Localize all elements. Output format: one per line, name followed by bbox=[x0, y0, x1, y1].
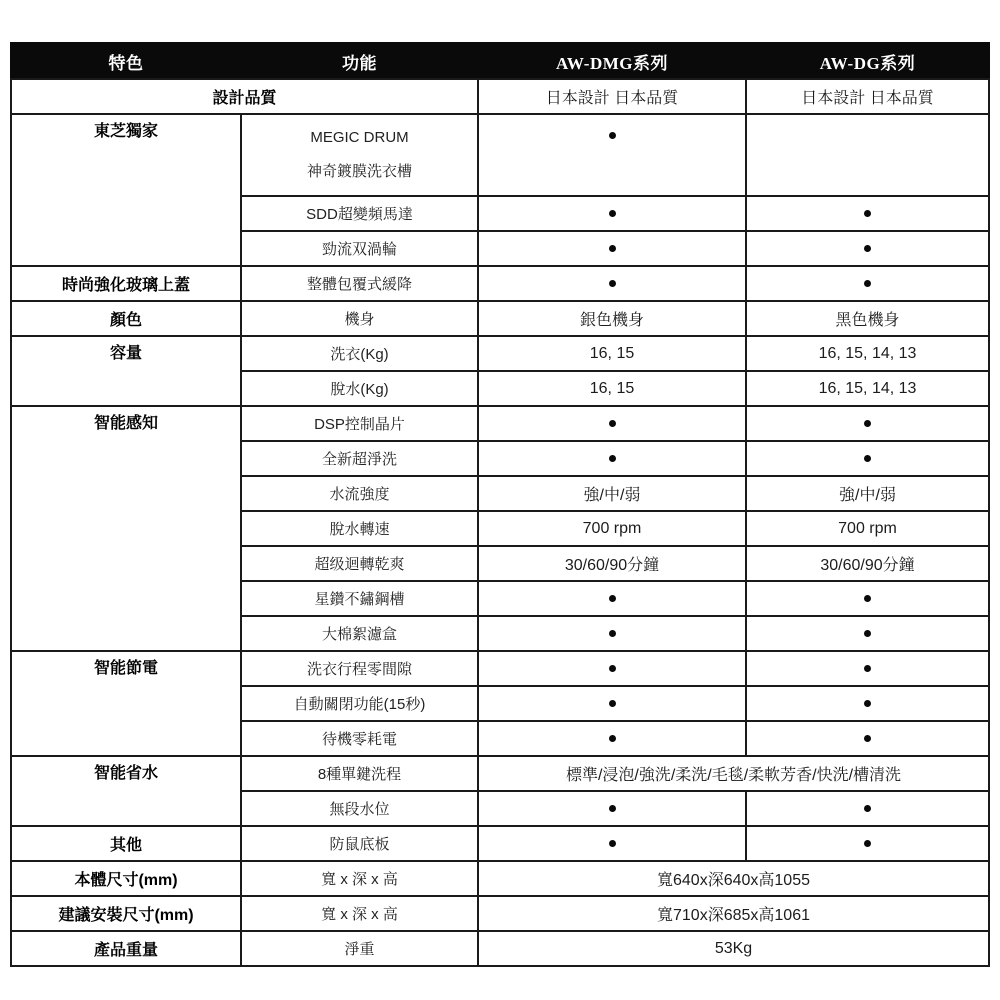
dg-value-cell bbox=[746, 686, 989, 721]
dmg-value-cell: 16, 15 bbox=[478, 336, 746, 371]
table-row bbox=[11, 301, 989, 336]
feature-dot-icon bbox=[864, 700, 871, 707]
dg-value-cell: 黑色機身 bbox=[746, 301, 989, 336]
feature-cell: 顏色 bbox=[11, 301, 241, 336]
table-row bbox=[11, 266, 989, 301]
feature-dot-icon bbox=[609, 280, 616, 287]
function-cell: 脫水轉速 bbox=[241, 511, 478, 546]
header-series-dmg: AW-DMG系列 bbox=[478, 43, 746, 79]
function-cell: 防鼠底板 bbox=[241, 826, 478, 861]
function-cell: 機身 bbox=[241, 301, 478, 336]
dmg-value-cell bbox=[478, 266, 746, 301]
dg-value-cell: 30/60/90分鐘 bbox=[746, 546, 989, 581]
dmg-value-cell bbox=[478, 231, 746, 266]
feature-dot-icon bbox=[864, 840, 871, 847]
function-cell: 整體包覆式緩降 bbox=[241, 266, 478, 301]
dmg-value-cell bbox=[478, 826, 746, 861]
function-cell: 待機零耗電 bbox=[241, 721, 478, 756]
feature-dot-icon bbox=[864, 210, 871, 217]
function-cell: 寬 x 深 x 高 bbox=[241, 896, 478, 931]
dmg-value-cell bbox=[478, 616, 746, 651]
feature-dot-icon bbox=[609, 420, 616, 427]
feature-dot-icon bbox=[609, 595, 616, 602]
merged-value-cell: 53Kg bbox=[478, 931, 989, 966]
dg-value-cell: 16, 15, 14, 13 bbox=[746, 371, 989, 406]
feature-dot-icon bbox=[864, 245, 871, 252]
dg-value-cell bbox=[746, 651, 989, 686]
feature-dot-icon bbox=[864, 630, 871, 637]
dmg-value-cell bbox=[478, 441, 746, 476]
function-cell: 水流強度 bbox=[241, 476, 478, 511]
feature-dot-icon bbox=[864, 280, 871, 287]
feature-dot-icon bbox=[609, 245, 616, 252]
dmg-value-cell: 銀色機身 bbox=[478, 301, 746, 336]
function-cell: 8種單鍵洗程 bbox=[241, 756, 478, 791]
header-function: 功能 bbox=[241, 43, 478, 79]
dmg-value-cell bbox=[478, 406, 746, 441]
header-row bbox=[11, 43, 989, 79]
dmg-value-cell: 30/60/90分鐘 bbox=[478, 546, 746, 581]
feature-cell: 產品重量 bbox=[11, 931, 241, 966]
feature-cell: 東芝獨家 bbox=[11, 114, 241, 266]
dg-value-cell bbox=[746, 581, 989, 616]
dg-value-cell: 16, 15, 14, 13 bbox=[746, 336, 989, 371]
dmg-value-cell bbox=[478, 196, 746, 231]
function-cell: 寬 x 深 x 高 bbox=[241, 861, 478, 896]
feature-dot-icon bbox=[864, 805, 871, 812]
table-row bbox=[11, 336, 989, 371]
table-row bbox=[11, 931, 989, 966]
function-line: MEGIC DRUM bbox=[310, 129, 409, 146]
feature-dot-icon bbox=[609, 630, 616, 637]
merged-value-cell: 寬640x深640x高1055 bbox=[478, 861, 989, 896]
dmg-value-cell bbox=[478, 114, 746, 196]
merged-value-cell: 標準/浸泡/強洗/柔洗/毛毯/柔軟芳香/快洗/槽清洗 bbox=[478, 756, 989, 791]
dmg-value-cell: 強/中/弱 bbox=[478, 476, 746, 511]
dmg-value-cell bbox=[478, 721, 746, 756]
dmg-value-cell bbox=[478, 651, 746, 686]
feature-cell: 建議安裝尺寸(mm) bbox=[11, 896, 241, 931]
spec-table-body bbox=[11, 79, 989, 966]
feature-dot-icon bbox=[609, 700, 616, 707]
feature-dot-icon bbox=[609, 132, 616, 139]
design-quality-row bbox=[11, 79, 989, 114]
feature-cell: 智能感知 bbox=[11, 406, 241, 651]
function-cell: 自動關閉功能(15秒) bbox=[241, 686, 478, 721]
dg-value-cell bbox=[746, 826, 989, 861]
table-row bbox=[11, 406, 989, 441]
function-cell: DSP控制晶片 bbox=[241, 406, 478, 441]
dg-value-cell: 強/中/弱 bbox=[746, 476, 989, 511]
dmg-design-quality-value: 日本設計 日本品質 bbox=[478, 79, 746, 114]
feature-cell: 智能節電 bbox=[11, 651, 241, 756]
function-cell: SDD超變頻馬達 bbox=[241, 196, 478, 231]
feature-dot-icon bbox=[864, 455, 871, 462]
function-cell: 大棉絮濾盒 bbox=[241, 616, 478, 651]
table-row bbox=[11, 756, 989, 791]
dg-value-cell bbox=[746, 791, 989, 826]
dg-value-cell bbox=[746, 406, 989, 441]
table-row bbox=[11, 651, 989, 686]
feature-dot-icon bbox=[609, 455, 616, 462]
function-line: 神奇鍍膜洗衣槽 bbox=[306, 163, 412, 180]
feature-dot-icon bbox=[609, 210, 616, 217]
function-cell bbox=[241, 114, 478, 196]
feature-cell: 容量 bbox=[11, 336, 241, 406]
table-row bbox=[11, 826, 989, 861]
feature-dot-icon bbox=[864, 595, 871, 602]
dg-value-cell bbox=[746, 196, 989, 231]
feature-dot-icon bbox=[609, 665, 616, 672]
function-cell: 超级迴轉乾爽 bbox=[241, 546, 478, 581]
table-row bbox=[11, 861, 989, 896]
spec-comparison-table bbox=[10, 42, 990, 967]
feature-dot-icon bbox=[609, 805, 616, 812]
header-feature: 特色 bbox=[11, 43, 241, 79]
function-cell: 全新超淨洗 bbox=[241, 441, 478, 476]
dg-value-cell bbox=[746, 616, 989, 651]
header-series-dg: AW-DG系列 bbox=[746, 43, 989, 79]
feature-dot-icon bbox=[864, 665, 871, 672]
feature-cell: 智能省水 bbox=[11, 756, 241, 826]
table-header bbox=[11, 43, 989, 79]
function-cell: 脫水(Kg) bbox=[241, 371, 478, 406]
function-cell: 淨重 bbox=[241, 931, 478, 966]
feature-dot-icon bbox=[864, 735, 871, 742]
feature-dot-icon bbox=[864, 420, 871, 427]
merged-value-cell: 寬710x深685x高1061 bbox=[478, 896, 989, 931]
dg-value-cell bbox=[746, 721, 989, 756]
table-row bbox=[11, 896, 989, 931]
function-cell: 洗衣行程零間隙 bbox=[241, 651, 478, 686]
dmg-value-cell bbox=[478, 581, 746, 616]
dg-value-cell bbox=[746, 441, 989, 476]
design-quality-label: 設計品質 bbox=[11, 79, 478, 114]
feature-cell: 本體尺寸(mm) bbox=[11, 861, 241, 896]
dg-value-cell bbox=[746, 266, 989, 301]
feature-cell: 其他 bbox=[11, 826, 241, 861]
function-cell: 無段水位 bbox=[241, 791, 478, 826]
dg-value-cell: 700 rpm bbox=[746, 511, 989, 546]
feature-dot-icon bbox=[609, 735, 616, 742]
function-cell: 勁流双渦輪 bbox=[241, 231, 478, 266]
dmg-value-cell: 700 rpm bbox=[478, 511, 746, 546]
table-row bbox=[11, 114, 989, 196]
function-cell: 洗衣(Kg) bbox=[241, 336, 478, 371]
dmg-value-cell: 16, 15 bbox=[478, 371, 746, 406]
dg-value-cell bbox=[746, 114, 989, 196]
dg-value-cell bbox=[746, 231, 989, 266]
function-cell: 星鑽不鏽鋼槽 bbox=[241, 581, 478, 616]
dmg-value-cell bbox=[478, 791, 746, 826]
dg-design-quality-value: 日本設計 日本品質 bbox=[746, 79, 989, 114]
feature-cell: 時尚強化玻璃上蓋 bbox=[11, 266, 241, 301]
dmg-value-cell bbox=[478, 686, 746, 721]
feature-dot-icon bbox=[609, 840, 616, 847]
